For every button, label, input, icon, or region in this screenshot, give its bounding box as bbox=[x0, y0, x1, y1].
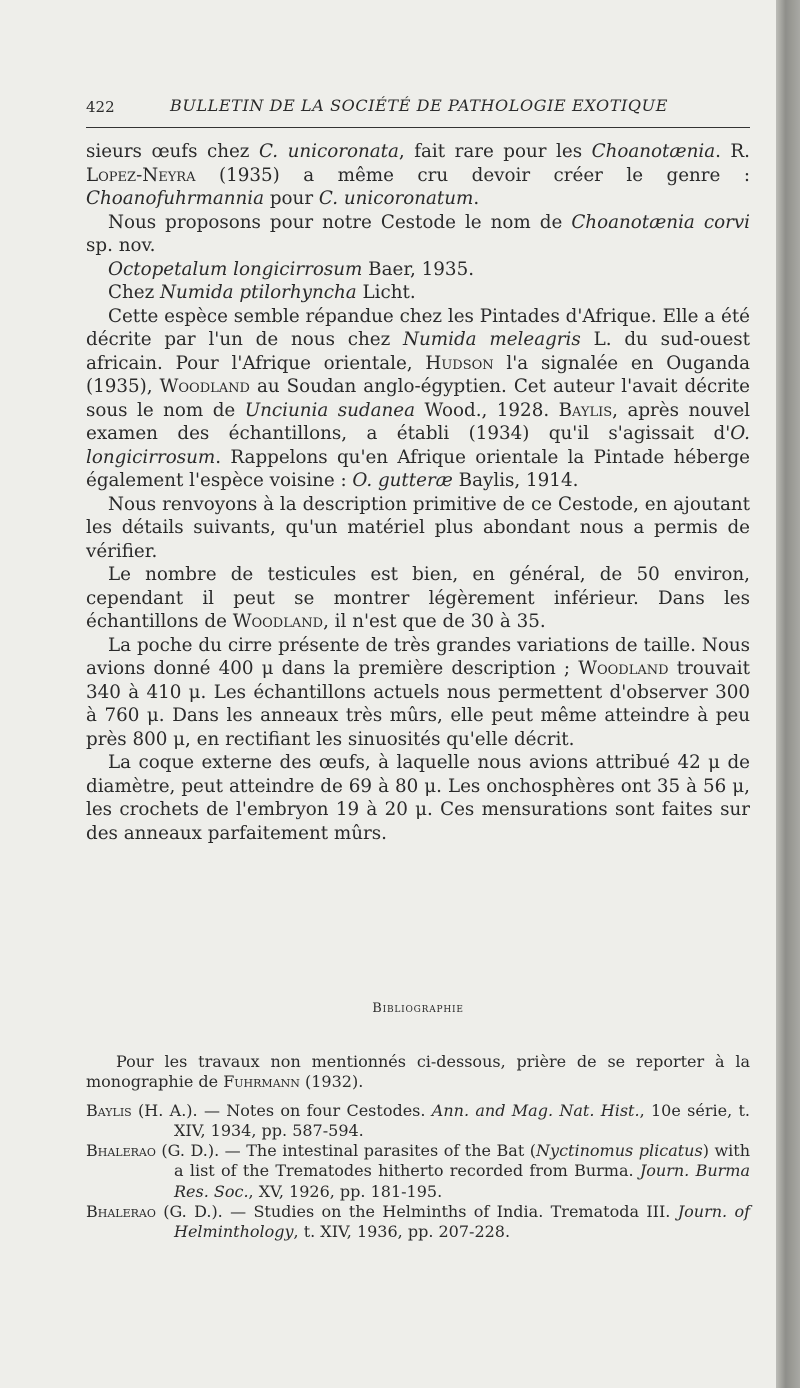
author-name: Bhalerao bbox=[86, 1202, 156, 1222]
text-run: ) with a list of the Trematodes hitherto recorded from Burma. bbox=[174, 1141, 751, 1181]
reference bbox=[86, 1101, 750, 1142]
text-run: La poche du cirre présente de très grandes variations de taille. Nous avions donné 400 μ dans la première description ; bbox=[86, 634, 750, 679]
text-run: trouvait 340 à 410 μ. Les échantillons actuels nous permettent d'observer 300 à 760 μ. Dans les anneaux très mûrs, elle peut même atteindre à peu près 800 μ, en rectifiant les sinuosités qu'elle décrit. bbox=[86, 658, 750, 750]
text-run: Chez bbox=[108, 282, 161, 303]
author-name: Woodland bbox=[578, 658, 669, 679]
bibliography-heading: Bibliographie bbox=[372, 1001, 464, 1016]
italic-text: Journ. of Helminthology bbox=[174, 1202, 751, 1242]
text-run: Baer, 1935. bbox=[362, 258, 475, 280]
book-spine-shadow bbox=[776, 0, 800, 1388]
author-name: Woodland bbox=[232, 611, 324, 632]
paragraph bbox=[86, 140, 750, 211]
text-run: au Soudan anglo-égyptien. Cet auteur l'avait décrite sous le nom de bbox=[86, 376, 750, 421]
text-run: (1935) a même cru devoir créer le genre : bbox=[195, 164, 750, 186]
italic-text: Choanofuhrmannia bbox=[86, 188, 265, 209]
running-title: BULLETIN DE LA SOCIÉTÉ DE PATHOLOGIE EXOTIQUE bbox=[170, 96, 668, 115]
text-run: Le nombre de testicules est bien, en général, de 50 environ, cependant il peut se montrer légèrement inférieur. Dans les échantillons de bbox=[86, 564, 750, 632]
author-name: Baylis bbox=[86, 1100, 132, 1120]
text-run: sp. nov. bbox=[86, 235, 156, 256]
author-name: Baylis bbox=[558, 399, 613, 421]
text-run: sieurs œufs chez bbox=[86, 141, 259, 162]
italic-text: O. gutteræ bbox=[352, 470, 453, 491]
paragraph bbox=[86, 281, 750, 305]
author-name: Woodland bbox=[159, 376, 250, 397]
italic-text: Octopetalum longicirrosum bbox=[108, 258, 363, 280]
author-name: Fuhrmann bbox=[223, 1072, 300, 1092]
text-run: , après nouvel examen des échantillons, a établi (1934) qu'il s'agissait d' bbox=[86, 399, 750, 444]
text-run: , il n'est que de 30 à 35. bbox=[323, 611, 546, 632]
italic-text: C. unicoronatum bbox=[318, 188, 474, 209]
text-run: La coque externe des œufs, à laquelle nous avions attribué 42 μ de diamètre, peut atteindre de 69 à 80 μ. Les onchosphères ont 35 à 56 μ, les crochets de l'embryon 19 à 20 μ. Ces mensurations sont faites sur des anneaux parfaitement mûrs. bbox=[86, 752, 750, 844]
text-run: pour bbox=[264, 188, 319, 209]
text-run: Baylis, 1914. bbox=[452, 470, 579, 491]
text-run: , 10e série, t. XIV, 1934, pp. 587-594. bbox=[174, 1100, 751, 1140]
text-run: L. du sud-ouest africain. Pour l'Afrique orientale, bbox=[86, 329, 750, 374]
text-run: (H. A.). — Notes on four Cestodes. bbox=[131, 1100, 432, 1120]
paragraph bbox=[86, 751, 750, 845]
author-name: Hudson bbox=[425, 352, 494, 374]
italic-text: Numida ptilorhyncha bbox=[160, 282, 357, 303]
italic-text: Ann. and Mag. Nat. Hist. bbox=[431, 1100, 640, 1120]
italic-text: Choanotænia bbox=[591, 141, 716, 162]
paragraph bbox=[86, 563, 750, 634]
reference bbox=[86, 1202, 750, 1243]
paragraph bbox=[86, 493, 750, 564]
page-header bbox=[86, 96, 750, 122]
italic-text: C. unicoronata bbox=[258, 141, 399, 162]
italic-text: Nyctinomus plicatus bbox=[536, 1141, 703, 1161]
text-run: . bbox=[473, 188, 480, 209]
body-text bbox=[86, 140, 750, 845]
paragraph bbox=[86, 634, 750, 752]
italic-text: O. longicirrosum bbox=[86, 423, 750, 468]
text-run: Cette espèce semble répandue chez les Pintades d'Afrique. Elle a été décrite par l'un de nous chez bbox=[86, 305, 750, 350]
text-run: Pour les travaux non mentionnés ci-dessous, prière de se reporter à la monographie de bbox=[86, 1052, 750, 1092]
text-run: Nous proposons pour notre Cestode le nom de bbox=[108, 211, 572, 233]
author-name: Lopez-Neyra bbox=[86, 164, 196, 186]
italic-text: Numida meleagris bbox=[403, 329, 581, 350]
text-run: (G. D.). — Studies on the Helminths of India. Trematoda III. bbox=[155, 1202, 678, 1222]
italic-text: Choanotænia corvi bbox=[571, 211, 750, 233]
text-run: , XV, 1926, pp. 181-195. bbox=[248, 1181, 443, 1201]
header-rule bbox=[86, 127, 750, 128]
text-run: (G. D.). — The intestinal parasites of the Bat ( bbox=[155, 1141, 537, 1161]
text-run: Nous renvoyons à la description primitive de ce Cestode, en ajoutant les détails suivants, qu'un matériel plus abondant nous a permis de vérifier. bbox=[86, 493, 750, 562]
text-run: Licht. bbox=[356, 282, 416, 303]
text-run: Wood., 1928. bbox=[414, 399, 559, 421]
page-number: 422 bbox=[86, 98, 115, 116]
text-run: l'a signalée en Ouganda (1935), bbox=[86, 352, 750, 397]
text-run: . R. bbox=[715, 141, 750, 162]
bibliography-intro bbox=[86, 1052, 750, 1093]
text-run: (1932). bbox=[299, 1072, 364, 1092]
reference bbox=[86, 1141, 750, 1202]
author-name: Bhalerao bbox=[86, 1141, 156, 1161]
paragraph bbox=[86, 305, 750, 493]
text-run: . Rappelons qu'en Afrique orientale la Pintade héberge également l'espèce voisine : bbox=[86, 446, 750, 491]
italic-text: Journ. Burma Res. Soc. bbox=[174, 1161, 750, 1201]
text-run: , t. XIV, 1936, pp. 207-228. bbox=[293, 1222, 511, 1242]
bibliography bbox=[86, 1052, 750, 1243]
text-run: , fait rare pour les bbox=[398, 141, 592, 162]
italic-text: Unciunia sudanea bbox=[244, 399, 415, 421]
paragraph bbox=[86, 211, 750, 258]
paragraph bbox=[86, 258, 750, 282]
